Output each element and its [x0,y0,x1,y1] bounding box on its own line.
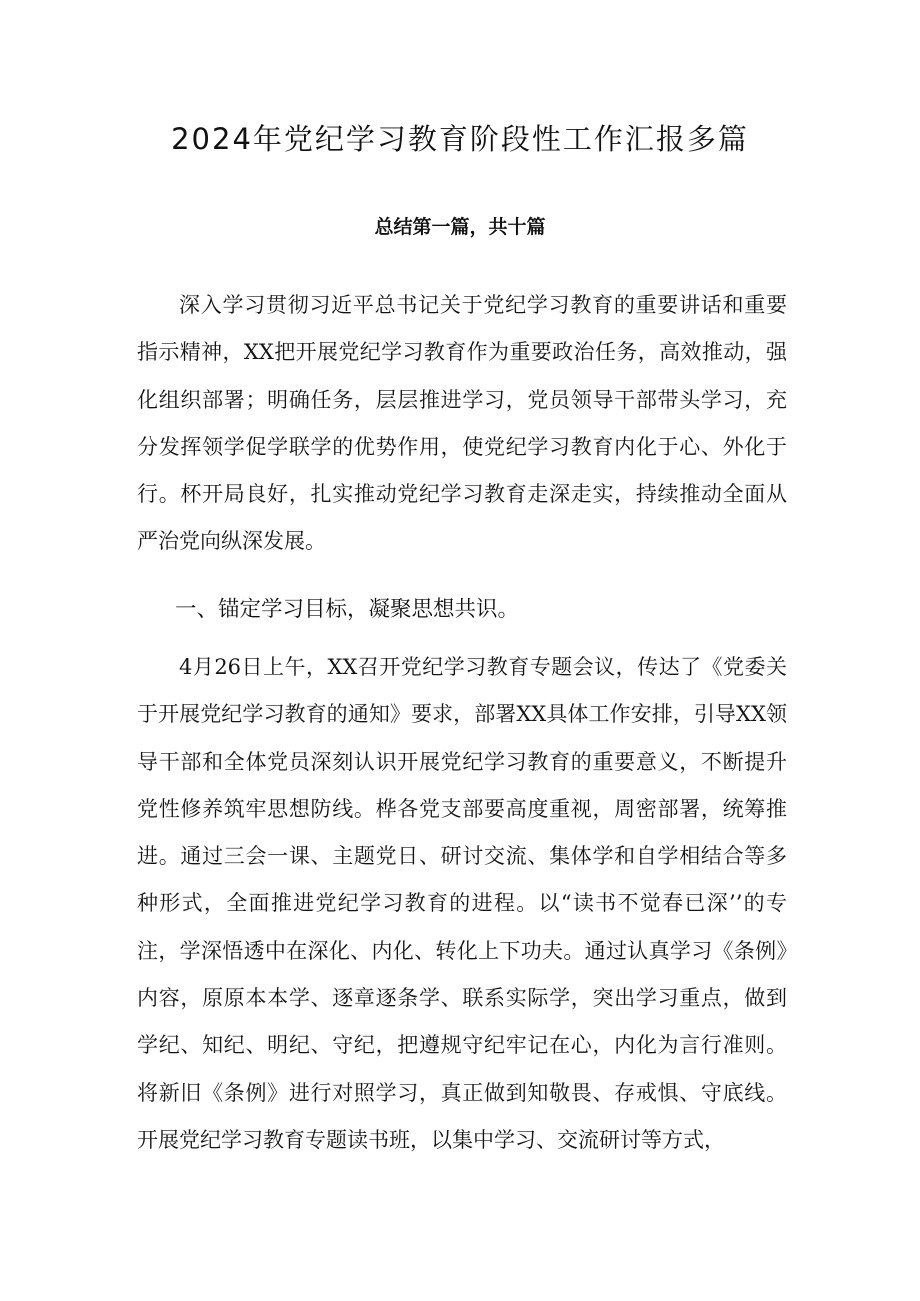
body-paragraph-section-1: 4月26日上午，XX召开党纪学习教育专题会议，传达了《党委关于开展党纪学习教育的通知》要求，部署XX具体工作安排，引导XX领导干部和全体党员深刻认识开展党纪学习教育的重要意义，不断提升党性修养筑牢思想防线。桦各党支部要高度重视，周密部署，统筹推进。通过三会一课、主题党日、研讨交流、集体学和自学相结合等多种形式，全面推进党纪学习教育的进程。以“读书不觉春已深’’的专注，学深悟透中在深化、内化、转化上下功夫。通过认真学习《条例》内容，原原本本学、逐章逐条学、联系实际学，突出学习重点，做到学纪、知纪、明纪、守纪，把遵规守纪牢记在心，内化为言行准则。将新旧《条例》进行对照学习，真正做到知敬畏、存戒惧、守底线。开展党纪学习教育专题读书班，以集中学习、交流研讨等方式， [137,655,787,1152]
document-title: 2024年党纪学习教育阶段性工作汇报多篇 [171,122,749,156]
section-heading-1: 一、锚定学习目标，凝聚思想共识。 [175,597,520,622]
document-subtitle: 总结第一篇，共十篇 [374,216,546,238]
body-paragraph-intro: 深入学习贯彻习近平总书记关于党纪学习教育的重要讲话和重要指示精神，XX把开展党纪学习教育作为重要政治任务，高效推动，强化组织部署；明确任务，层层推进学习，党员领导干部带头学习，充分发挥领学促学联学的优势作用，使党纪学习教育内化于心、外化于行。杯开局良好，扎实推动党纪学习教育走深走实，持续推动全面从严治党向纵深发展。 [137,293,787,554]
